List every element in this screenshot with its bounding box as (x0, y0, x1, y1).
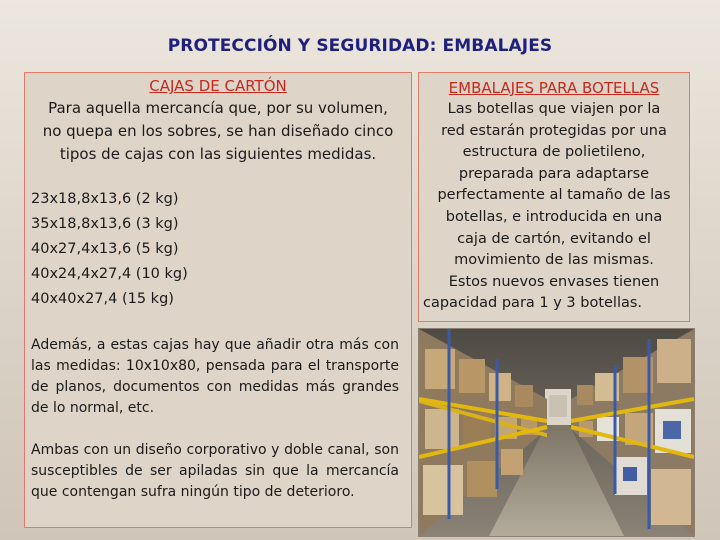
text-line: estructura de polietileno, (462, 144, 646, 161)
intro-line: tipos de cajas con las siguientes medidas. (59, 145, 377, 163)
text-line: Estos nuevos envases tienen (448, 273, 660, 290)
text-line: botellas, e introducida en una (445, 208, 663, 225)
box-size-item: 35x18,8x13,6 (3 kg) (31, 216, 179, 232)
bottle-packaging-panel (418, 72, 690, 322)
text-line: capacidad para 1 y 3 botellas. (423, 295, 643, 312)
extra-box-paragraph: Además, a estas cajas hay que añadir otra más con las medidas: 10x10x80, pensada para el transporte de planos, documentos con medidas más grandes de lo normal, etc. (31, 337, 399, 416)
warehouse-photo (418, 328, 695, 537)
cardboard-boxes-heading: CAJAS DE CARTÓN (149, 77, 287, 95)
box-size-item: 40x40x27,4 (15 kg) (31, 291, 174, 307)
bottle-packaging-text (419, 99, 689, 315)
text-line: Las botellas que viajen por la (447, 101, 661, 117)
text-line: perfectamente al tamaño de las (437, 187, 671, 204)
box-size-item: 40x27,4x13,6 (5 kg) (31, 241, 179, 257)
box-sizes-list (25, 187, 411, 312)
text-line: caja de cartón, evitando el (457, 230, 651, 247)
warehouse-shelves-image (419, 329, 694, 536)
intro-line: Para aquella mercancía que, por su volumen, (48, 99, 388, 117)
box-size-item: 40x24,4x27,4 (10 kg) (31, 266, 188, 282)
bottle-packaging-heading: EMBALAJES PARA BOTELLAS (448, 79, 660, 97)
text-line: movimiento de las mismas. (454, 252, 654, 269)
intro-line: no quepa en los sobres, se han diseñado cinco (42, 122, 394, 140)
stacking-paragraph: Ambas con un diseño corporativo y doble canal, son susceptibles de ser apiladas sin que la mercancía que contengan sufra ningún tipo de deterioro. (31, 442, 399, 500)
text-line: preparada para adaptarse (458, 165, 650, 182)
cardboard-boxes-panel (24, 72, 412, 528)
text-line: red estarán protegidas por una (441, 122, 667, 139)
page-title: PROTECCIÓN Y SEGURIDAD: EMBALAJES (167, 36, 553, 56)
box-size-item: 23x18,8x13,6 (2 kg) (31, 191, 179, 207)
